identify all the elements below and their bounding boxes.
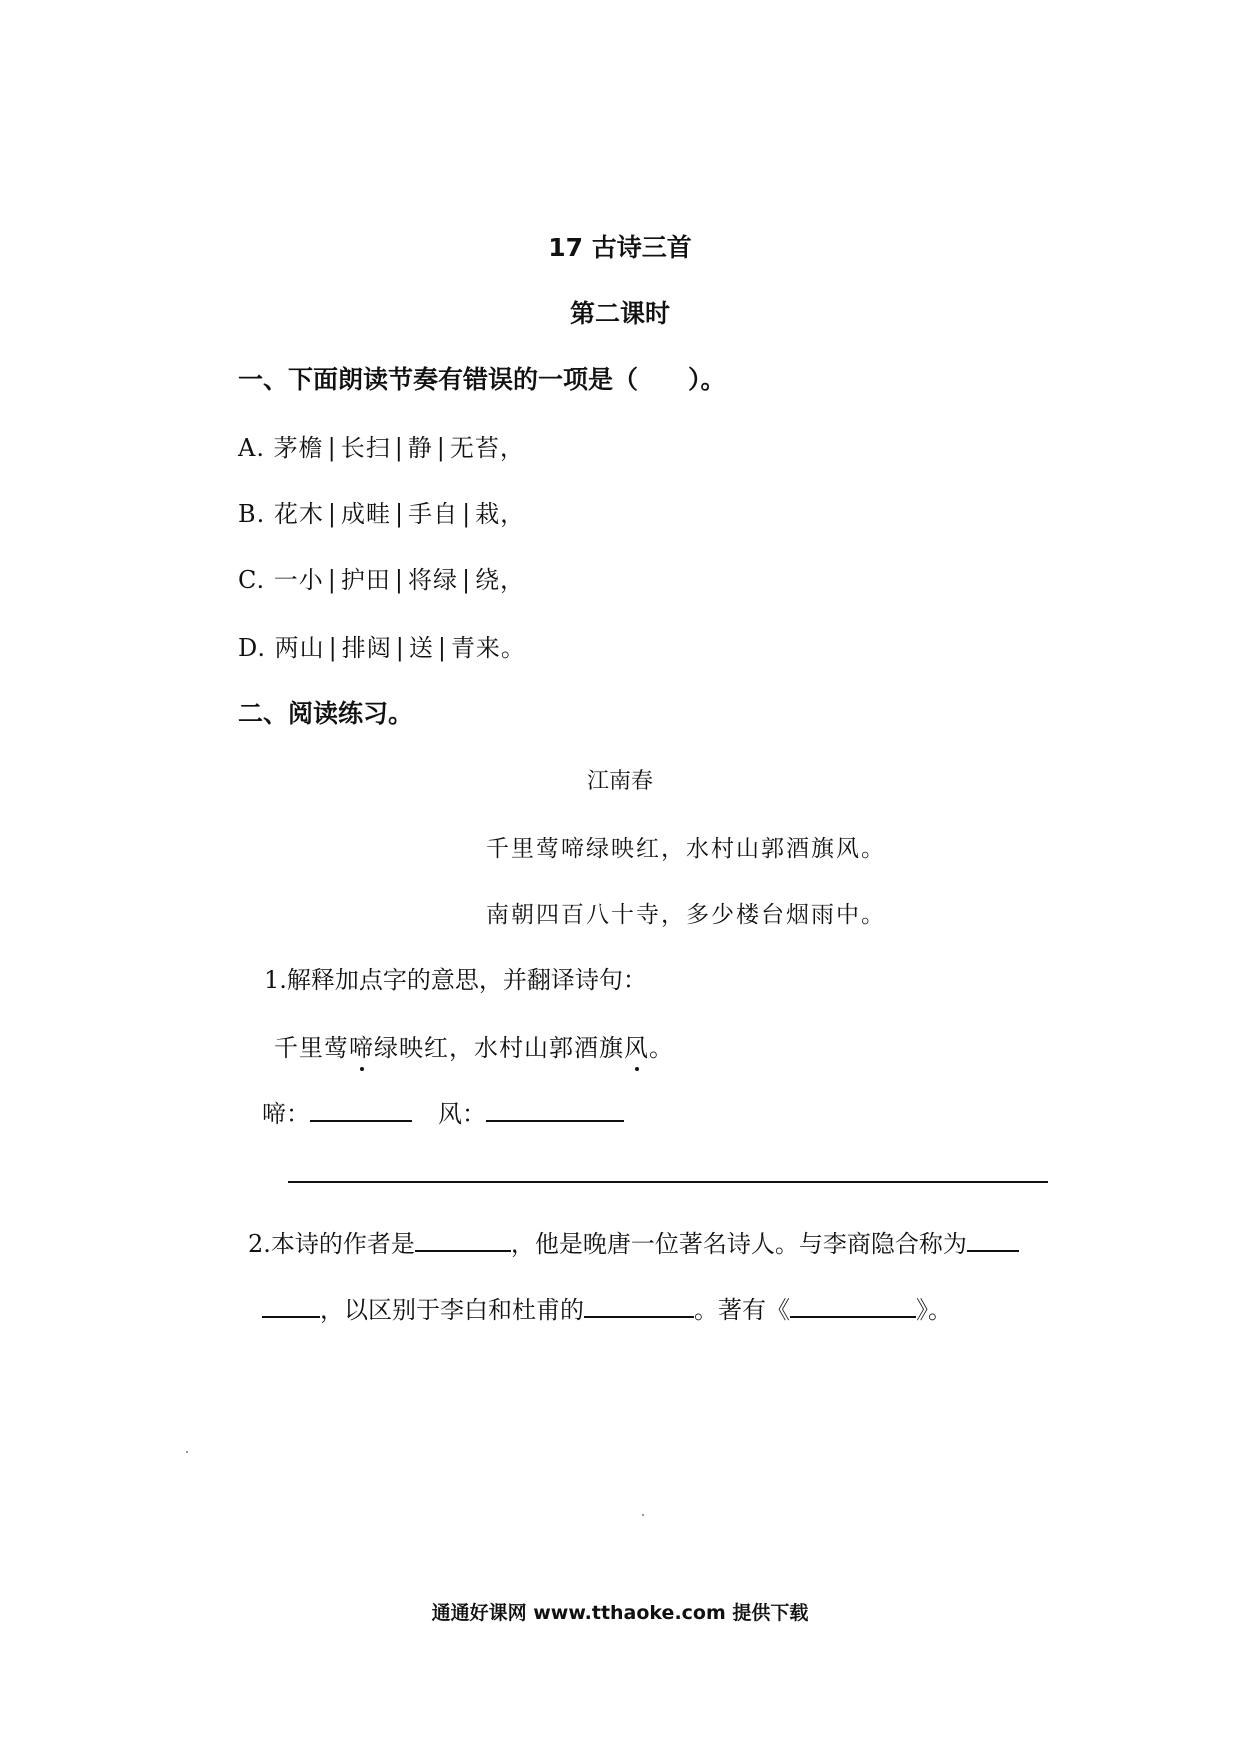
rhythm-divider: | [462,500,472,528]
poem-line-2: 南朝四百八十寺，多少楼台烟雨中。 [486,902,886,928]
answer-blank-work[interactable] [790,1292,916,1318]
label-ti: 啼： [262,1100,310,1128]
option-part: 将绿 [407,566,458,594]
rhythm-divider: | [327,500,337,528]
option-letter: A. [238,434,265,462]
option-part: 两山 [274,634,325,662]
option-part: 长扫 [340,434,391,462]
sub-question-2-line-2 [248,1290,952,1325]
label-feng: 风： [438,1100,486,1128]
answer-blank-comparison[interactable] [584,1292,694,1318]
sub-question-2-text: 。著有《 [694,1296,790,1324]
sub-question-2-text: ，以区别于李白和杜甫的 [320,1296,584,1324]
answer-blank-alias[interactable] [967,1226,1019,1252]
option-part: 送 [408,634,434,662]
option-part: 栽， [475,500,526,528]
question-2-heading: 二、阅读练习。 [238,699,414,728]
rhythm-divider: | [327,434,337,462]
rhythm-divider: | [395,500,405,528]
rhythm-divider: | [461,566,472,594]
translation-answer-line[interactable] [288,1181,1048,1183]
option-part: 茅檐 [273,434,324,462]
option-part: 一小 [273,566,324,594]
rhythm-divider: | [395,634,405,662]
answer-blank-author[interactable] [415,1226,511,1252]
rhythm-divider: | [327,566,337,594]
definition-row [262,1094,624,1129]
poem-line-1: 千里莺啼绿映红，水村山郭酒旗风。 [486,836,886,862]
option-part: 青来。 [450,634,526,662]
sub-question-1-prompt: 1.解释加点字的意思，并翻译诗句： [264,966,647,994]
rhythm-divider: | [394,434,404,462]
option-part: 成畦 [341,500,391,528]
option-part: 排闼 [341,634,392,662]
option-a [238,428,525,463]
option-part: 花木 [273,500,324,528]
option-b [238,494,525,529]
answer-blank-alias-cont[interactable] [262,1292,320,1318]
dotted-char-feng: 风 [624,1028,649,1063]
option-letter: D. [238,634,267,662]
option-part: 静 [407,434,433,462]
scan-speck [186,1451,188,1453]
option-letter: C. [238,566,266,594]
rhythm-divider: | [328,634,338,662]
option-d [238,628,526,663]
sub-question-2-text: 2.本诗的作者是 [248,1230,415,1258]
line-text: 。 [649,1034,674,1062]
option-c [238,560,525,595]
option-part: 护田 [340,566,391,594]
dotted-char-ti: 啼 [349,1028,374,1063]
answer-blank-feng[interactable] [486,1096,624,1122]
option-part: 手自 [408,500,459,528]
page-title: 17 古诗三首 [548,233,692,262]
option-part: 无苔， [449,434,525,462]
sub-question-2-line-1 [248,1224,1019,1259]
scan-speck [642,1514,644,1516]
poem-title: 江南春 [586,769,653,794]
line-text: 绿映红，水村山郭酒旗 [374,1034,624,1062]
poem-line-with-dots [274,1028,674,1063]
option-part: 绕， [475,566,526,594]
footer-source: 通通好课网 www.tthaoke.com 提供下载 [431,1602,809,1624]
lesson-subtitle: 第二课时 [569,299,670,328]
line-text: 千里莺 [274,1034,349,1062]
question-1-heading: 一、下面朗读节奏有错误的一项是（ ）。 [238,365,726,394]
rhythm-divider: | [436,434,446,462]
sub-question-2-text: ，他是晚唐一位著名诗人。与李商隐合称为 [510,1230,967,1258]
sub-question-2-text: 》。 [916,1296,952,1324]
option-letter: B. [238,500,266,528]
rhythm-divider: | [437,634,447,662]
rhythm-divider: | [394,566,404,594]
answer-blank-ti[interactable] [310,1096,412,1122]
